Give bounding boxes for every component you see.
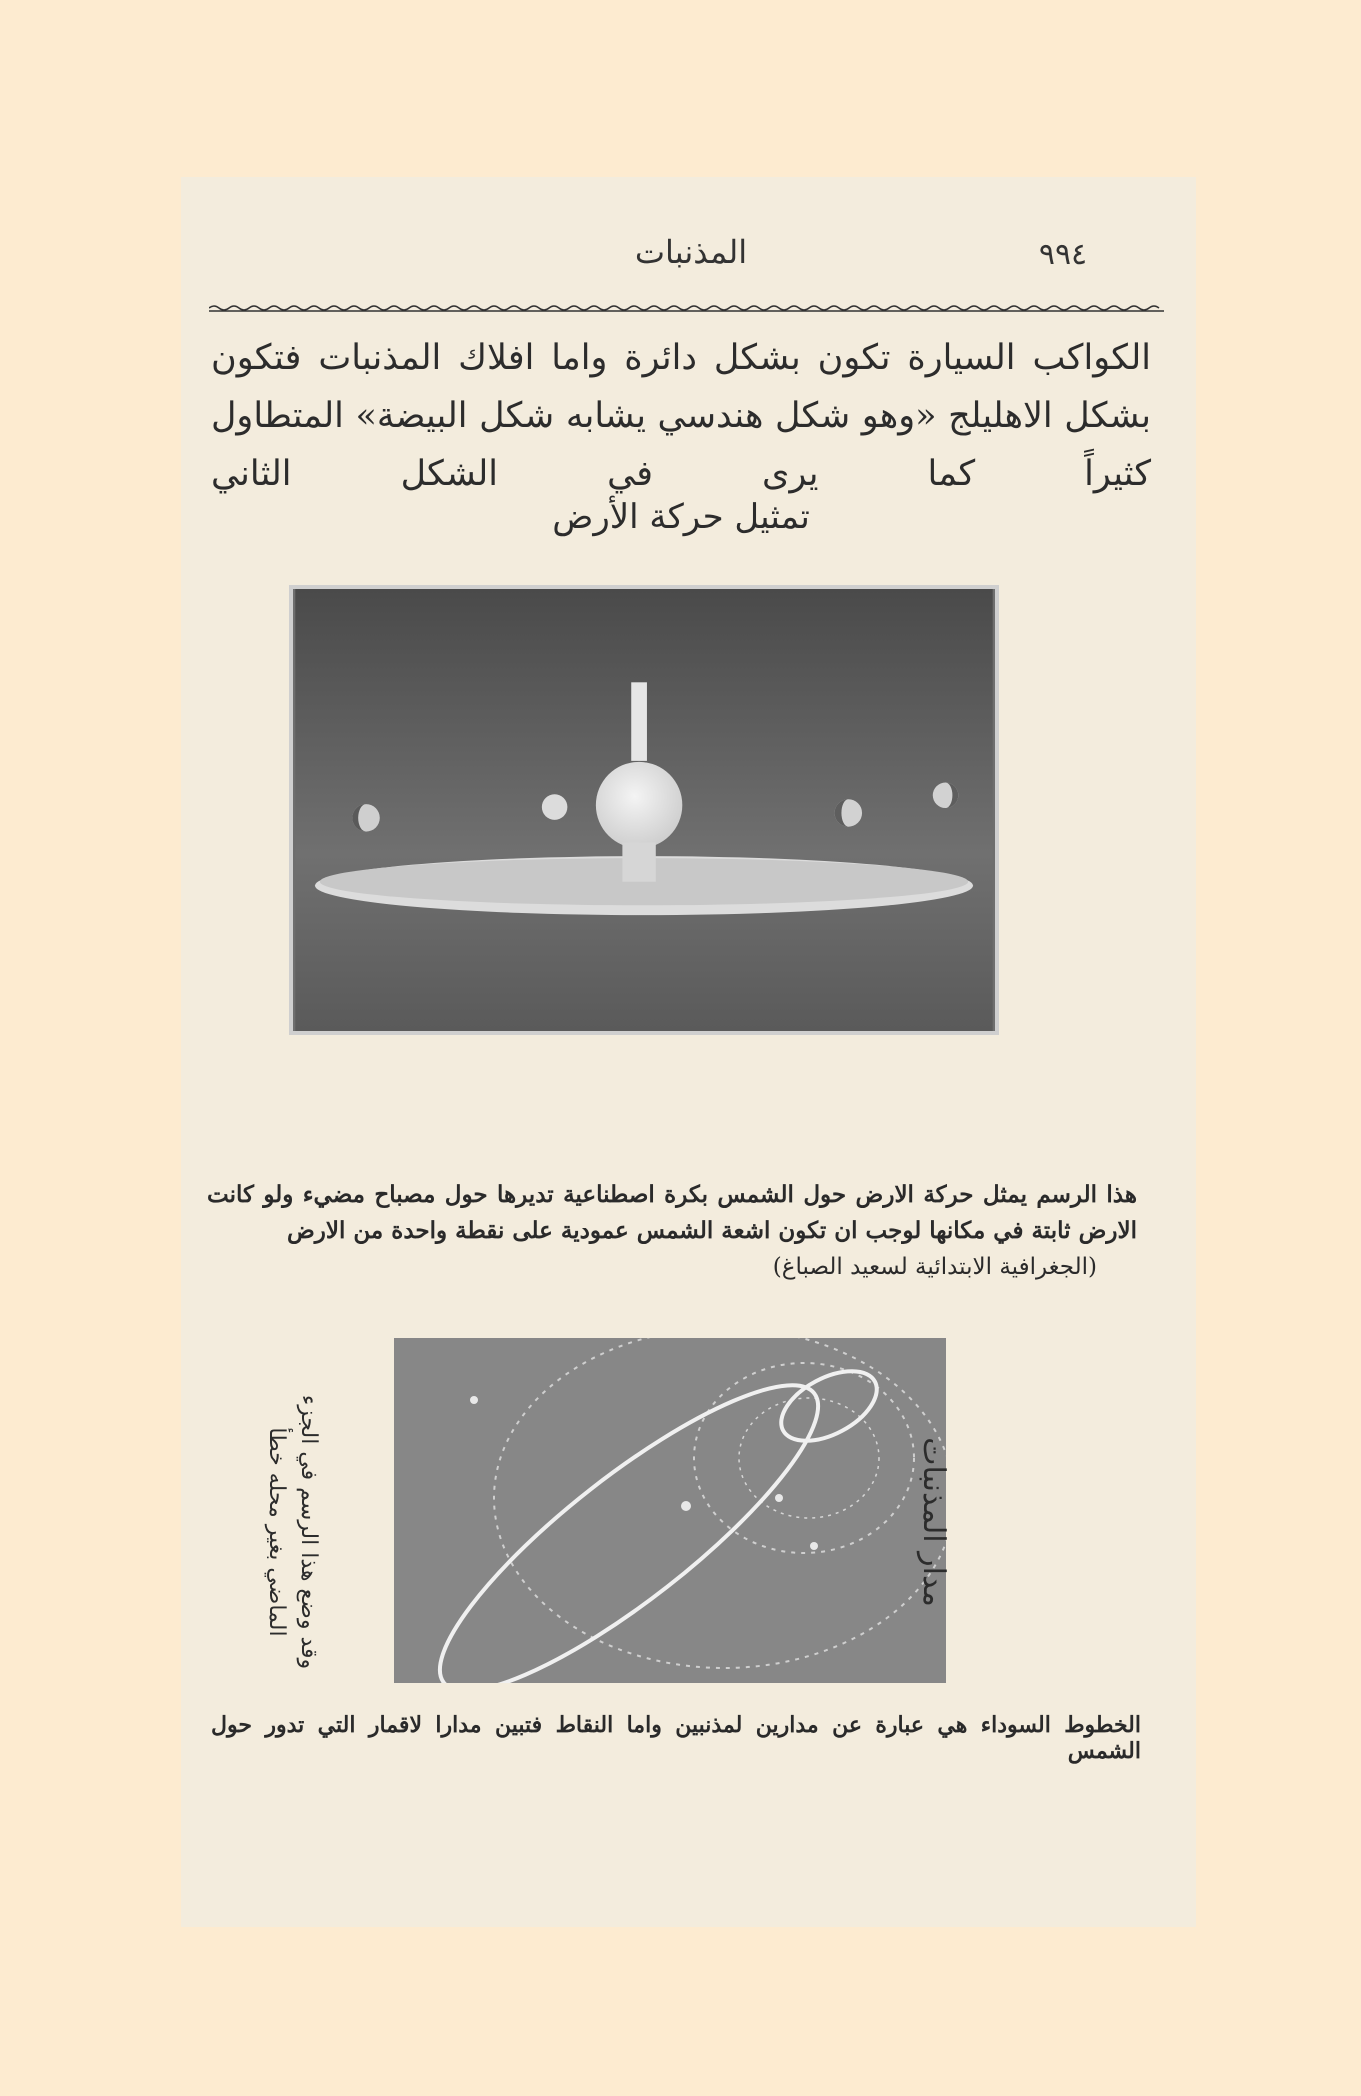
- comet-orbit-photo: [394, 1338, 946, 1683]
- figure1-caption: [207, 1177, 1137, 1285]
- book-page: [181, 177, 1196, 1927]
- running-title: المذنبات: [634, 233, 748, 271]
- figure2-caption: الخطوط السوداء هي عبارة عن مدارين لمذنبين واما النقاط فتبين مدارا لاقمار التي تدور حول الشمس: [211, 1712, 1141, 1764]
- figure1-source: (الجغرافية الابتدائية لسعيد الصباغ): [772, 1254, 1097, 1280]
- body-paragraph: الكواكب السيارة تكون بشكل دائرة واما افلاك المذنبات فتكون بشكل الاهليلج «وهو شكل هندسي يشابه شكل البيضة» المتطاول كثيراً كما يرى في الشكل الثاني: [211, 338, 1151, 494]
- earth-motion-photo: [289, 585, 999, 1035]
- figure2-side-note: وقد وضع هذا الرسم في الجزء الماضي بغير محله خطأ: [264, 1394, 321, 1670]
- page-number: ٩٩٤: [1038, 237, 1088, 272]
- figure1-caption-text: هذا الرسم يمثل حركة الارض حول الشمس بكرة اصطناعية تديرها حول مصباح مضيء ولو كانت الارض ثابتة في مكانها لوجب ان تكون اشعة الشمس عمودية على نقطة واحدة من الارض: [207, 1181, 1137, 1244]
- wavy-rule: [209, 304, 1164, 312]
- figure1-title: تمثيل حركة الأرض: [552, 497, 810, 537]
- page-header: [181, 233, 1196, 283]
- figure2-side-label: مدار المذنبات: [916, 1437, 951, 1607]
